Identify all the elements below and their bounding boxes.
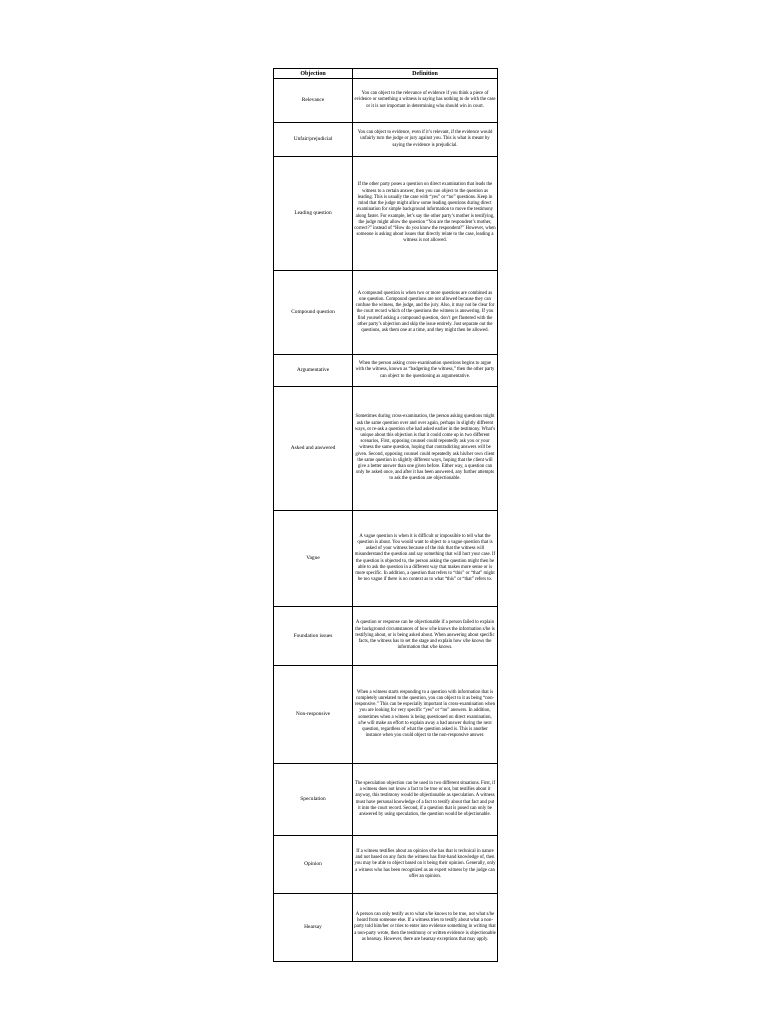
- table-header-row: [274, 69, 498, 79]
- definition-cell: You can object to evidence, even if it’s relevant, if the evidence would unfairly turn the judge or jury against you. This is what is meant by saying the evidence is prejudicial.: [353, 123, 498, 157]
- objection-cell: Opinion: [274, 836, 353, 894]
- objection-cell: Asked and answered: [274, 387, 353, 511]
- definition-cell: When a witness starts responding to a question with information that is completely unrelated to the question, you can object to it as being “non-responsive.” This can be especially important in cross-examination when you are looking for very specific “yes” or “no” answers. In addition, sometimes when a witness is being questioned on direct examination, s/he will make an effort to explain away a bad answer during the next question, regardless of what the question asked is. This is another instance when you could object to the non-responsive answer.: [353, 666, 498, 764]
- definition-cell: The speculation objection can be used in two different situations. First, if a witness does not know a fact to be true or not, but testifies about it anyway, this testimony would be objectionable as speculation. A witness must have personal knowledge of a fact to testify about that fact and put it into the court record. Second, if a question that is posed can only be answered by using speculation, the question would be objectionable.: [353, 764, 498, 836]
- objections-table: [273, 68, 498, 962]
- table-row-argumentative: [274, 355, 498, 387]
- definition-cell: A question or response can be objectionable if a person failed to explain the background circumstances of how s/he knows the information s/he is testifying about, or is being asked about. When answering about specific facts, the witness has to set the stage and explain how s/he knows the information that s/he knows.: [353, 607, 498, 666]
- objection-cell: Unfair/prejudicial: [274, 123, 353, 157]
- table-row-relevance: [274, 79, 498, 123]
- objection-cell: Compound question: [274, 271, 353, 355]
- definition-cell: When the person asking cross-examination questions begins to argue with the witness, known as “badgering the witness,” then the other party can object to the questioning as argumentative.: [353, 355, 498, 387]
- table-row-foundation-issues: [274, 607, 498, 666]
- definition-cell: A vague question is when it is difficult or impossible to tell what the question is about. You would want to object to a vague question that is asked of your witness because of the risk that the witness will misunderstand the question and say something that will hurt your case. If the question is objected to, the person asking the question might then be able to ask the question in a different way that makes more sense or is more specific. In addition, a question that refers to “this” or “that” might be too vague if there is no context as to what “this” or “that” refers to.: [353, 511, 498, 607]
- table-row-vague: [274, 511, 498, 607]
- definition-cell: If a witness testifies about an opinion s/he has that is technical in nature and not based on any facts the witness has first-hand knowledge of, then you may be able to object based on it being their opinion. Generally, only a witness who has been recognized as an expert witness by the judge can offer an opinion.: [353, 836, 498, 894]
- definition-cell: You can object to the relevance of evidence if you think a piece of evidence or something a witness is saying has nothing to do with the case or it is not important in determining who should win in court.: [353, 79, 498, 123]
- table-row-hearsay: [274, 894, 498, 962]
- table-row-unfair-prejudicial: [274, 123, 498, 157]
- definition-cell: If the other party poses a question on direct examination that leads the witness to a certain answer, then you can object to the question as leading. This is usually the case with “yes” or “no” questions. Keep in mind that the judge might allow some leading questions during direct examination for simple background information to move the testimony along faster. For example, let’s say the other party’s mother is testifying, the judge might allow the question “You are the respondent’s mother, correct?” instead of “How do you know the respondent?” However, when someone is asking about issues that directly relate to the case, leading a witness is not allowed.: [353, 157, 498, 271]
- definition-cell: Sometimes during cross-examination, the person asking questions might ask the same question over and over again, perhaps in slightly different ways, or re-ask a question s/he had asked earlier in the testimony. What’s unique about this objection is that it could come up in two different scenarios, First, opposing counsel could repeatedly ask you or your witness the same question, hoping that contradicting answers will be given. Second, opposing counsel could repeatedly ask his/her own client the same question in slightly different ways, hoping that the client will give a better answer than one given before. Either way, a question can only be asked once, and after it has been answered, any further attempts to ask the question are objectionable.: [353, 387, 498, 511]
- table-row-speculation: [274, 764, 498, 836]
- objection-cell: Non-responsive: [274, 666, 353, 764]
- objection-cell: Hearsay: [274, 894, 353, 962]
- header-definition: Definition: [353, 69, 498, 79]
- header-objection: Objection: [274, 69, 353, 79]
- objection-cell: Vague: [274, 511, 353, 607]
- definition-cell: A compound question is when two or more questions are combined as one question. Compound questions are not allowed because they can confuse the witness, the judge, and the jury. Also, it may not be clear for the court record which of the questions the witness is answering. If you find yourself asking a compound question, don’t get flustered with the other party’s objection and skip the issue entirely. Just separate out the questions, ask them one at a time, and they might then be allowed.: [353, 271, 498, 355]
- objection-cell: Relevance: [274, 79, 353, 123]
- table-row-leading-question: [274, 157, 498, 271]
- table-row-compound-question: [274, 271, 498, 355]
- objection-cell: Speculation: [274, 764, 353, 836]
- table-row-opinion: [274, 836, 498, 894]
- table-row-non-responsive: [274, 666, 498, 764]
- objection-cell: Leading question: [274, 157, 353, 271]
- objection-cell: Argumentative: [274, 355, 353, 387]
- definition-cell: A person can only testify as to what s/he knows to be true, not what s/he heard from someone else. If a witness tries to testify about what a non-party told him/her or tries to enter into evidence something in writing that a non-party wrote, then the testimony or written evidence is objectionable as hearsay. However, there are hearsay exceptions that may apply.: [353, 894, 498, 962]
- table-row-asked-and-answered: [274, 387, 498, 511]
- objection-cell: Foundation issues: [274, 607, 353, 666]
